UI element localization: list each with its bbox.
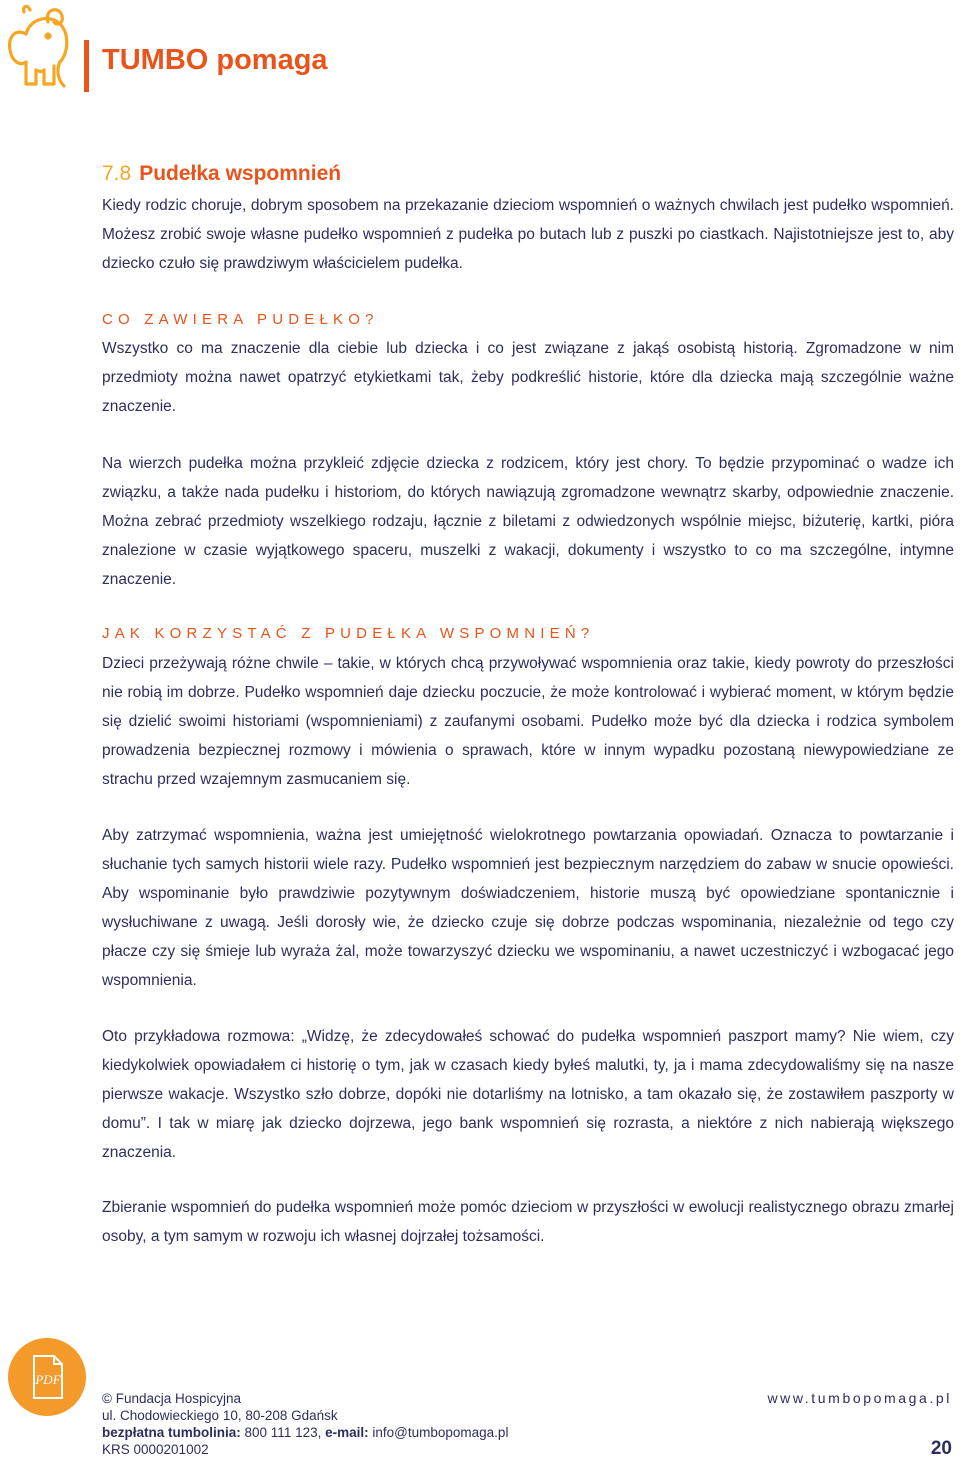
helpline-label: bezpłatna tumbolinia: [102,1425,241,1440]
footer-krs: KRS 0000201002 [102,1442,209,1457]
footer-address: ul. Chodowieckiego 10, 80-208 Gdańsk [102,1408,338,1423]
email-label: e-mail: [325,1425,369,1440]
usage-paragraph-2: Aby zatrzymać wspomnienia, ważna jest umiejętność wielokrotnego powtarzania opowiadań. Oznacza to powtarzanie i słuchanie tych samych historii wiele razy. Pudełko wspomnień jest bezpiecznym narzędziem do zabaw w snucie opowieści. Aby wspominanie było prawdziwie pozytywnym doświadczeniem, historie muszą być opowiedziane spontanicznie i wysłuchiwane z uwagą. Jeśli dorosły wie, że dziecko czuje się dobrze podczas wspominania, niezależnie od tego czy płacze czy się śmieje lub wyraża żal, może towarzyszyć dziecku we wspominaniu, a nawet uczestniczyć i wzbogacać jego wspomnienia. [102,827,954,989]
usage-heading: JAK KORZYSTAĆ Z PUDEŁKA WSPOMNIEŃ? [102,625,595,642]
intro-paragraph: Kiedy rodzic choruje, dobrym sposobem na przekazanie dzieciom wspomnień o ważnych chwilach jest pudełko wspomnień. Możesz zrobić swoje własne pudełko wspomnień z pudełka po butach lub z puszki po ciastkach. Najistotniejsze jest to, aby dziecko czuło się prawdziwym właścicielem pudełka. [102,197,954,272]
usage-paragraph-3: Oto przykładowa rozmowa: „Widzę, że zdecydowałeś schować do pudełka wspomnień paszport mamy? Nie wiem, czy kiedykolwiek opowiadałem ci historię o tym, jak w czasach kiedy byłeś malutki, ty, ja i mama zdecydowaliśmy się na nasze pierwsze wakacje. Wszystko szło dobrze, dopóki nie dotarliśmy na lotnisko, a tam okazało się, że zostawiłem paszporty w domu”. I tak w miarę jak dziecko dojrzewa, jego bank wspomnień się rozrasta, a niektóre z nich nabierają większego znaczenia. [102,1028,954,1161]
website-link[interactable]: www.tumbopomaga.pl [767,1390,952,1406]
elephant-logo-icon [4,4,76,92]
email-link[interactable]: info@tumbopomaga.pl [372,1425,509,1440]
section-title: Pudełka wspomnień [139,162,342,185]
section-number: 7.8 [102,162,132,185]
pdf-document-icon [8,1338,86,1416]
footer-org: © Fundacja Hospicyjna [102,1391,242,1406]
contents-paragraph-2: Na wierzch pudełka można przykleić zdjęcie dziecka z rodzicem, który jest chory. To będzie przypominać o wadze ich związku, a także nada pudełku i historiom, do których nawiązują zgromadzone wewnątrz skarby, odpowiednie znaczenie. Można zebrać przedmioty wszelkiego rodzaju, łącznie z biletami z odwiedzonych wspólnie miejsc, biżuterię, kartki, pióra znalezione w czasie wyjątkowego spaceru, muszelki z wakacji, dokumenty i wszystko to co ma szczególne, intymne znaczenie. [102,455,954,588]
footer-contact-line: bezpłatna tumbolinia: 800 111 123, e-mail: info@tumbopomaga.pl [102,1425,509,1440]
pdf-badge-label: PDF [35,1372,61,1387]
section-heading [102,162,341,186]
brand-divider [84,40,89,92]
contents-paragraph-1: Wszystko co ma znaczenie dla ciebie lub dziecka i co jest związane z jakąś osobistą historią. Zgromadzone w nim przedmioty można nawet opatrzyć etykietkami tak, żeby podkreślić historie, które dla dziecka mają szczególnie ważne znaczenie. [102,340,954,415]
brand-name: TUMBO pomaga [102,44,328,76]
page-number: 20 [930,1438,952,1459]
contents-heading: CO ZAWIERA PUDEŁKO? [102,311,379,328]
usage-paragraph-1: Dzieci przeżywają różne chwile – takie, w których chcą przywoływać wspomnienia oraz takie, kiedy powroty do przeszłości nie robią im dobrze. Pudełko wspomnień daje dziecku poczucie, że może kontrolować i wybierać moment, w którym będzie się dzielić swoimi historiami (wspomnieniami) z zaufanymi osobami. Pudełko może być dla dziecka i rodzica symbolem prowadzenia bezpiecznej rozmowy i mówienia o sprawach, które w innym wypadku pozostaną niewypowiedziane ze strachu przed wzajemnym zasmucaniem się. [102,655,954,788]
helpline-number[interactable]: 800 111 123 [244,1425,318,1440]
closing-paragraph: Zbieranie wspomnień do pudełka wspomnień może pomóc dzieciom w przyszłości w ewolucji realistycznego obrazu zmarłej osoby, a tym samym w rozwoju ich własnej dojrzałej tożsamości. [102,1199,954,1245]
footer-contact [102,1390,508,1458]
